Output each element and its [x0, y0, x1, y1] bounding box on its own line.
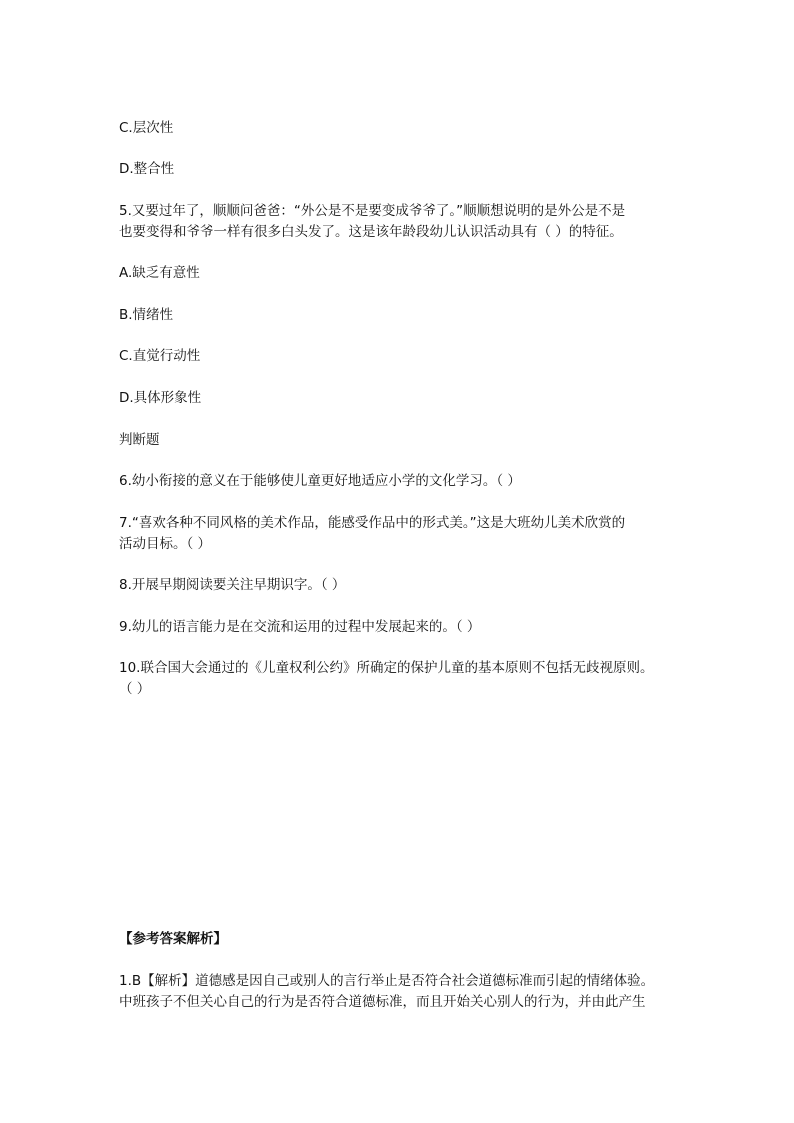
question-6: 6.幼小衔接的意义在于能够使儿童更好地适应小学的文化学习。（ ）: [119, 473, 521, 489]
answers-section-title: 【参考答案解析】: [119, 931, 227, 947]
question-5-option-d: D.具体形象性: [119, 390, 202, 406]
question-7-line-2: 活动目标。（ ）: [119, 536, 212, 552]
option-c-prev: C.层次性: [119, 120, 174, 136]
section-title-judgment: 判断题: [119, 432, 160, 448]
question-5-option-a: A.缺乏有意性: [119, 265, 200, 281]
option-d-prev: D.整合性: [119, 161, 175, 177]
question-7-line-1: 7.“喜欢各种不同风格的美术作品，能感受作品中的形式美。”这是大班幼儿美术欣赏的: [119, 515, 626, 531]
answer-1-line-2: 中班孩子不但关心自己的行为是否符合道德标准，而且开始关心别人的行为，并由此产生: [119, 994, 646, 1010]
question-10-line-1: 10.联合国大会通过的《儿童权利公约》所确定的保护儿童的基本原则不包括无歧视原则。: [119, 660, 654, 676]
question-5-option-b: B.情绪性: [119, 307, 174, 323]
question-5-line-2: 也要变得和爷爷一样有很多白头发了。这是该年龄段幼儿认识活动具有（ ）的特征。: [119, 224, 623, 240]
question-10-line-2: （ ）: [119, 681, 151, 697]
answer-1-line-1: 1.B【解析】道德感是因自己或别人的言行举止是否符合社会道德标准而引起的情绪体验。: [119, 973, 655, 989]
question-8: 8.开展早期阅读要关注早期识字。（ ）: [119, 577, 346, 593]
question-5-line-1: 5.又要过年了，顺顺问爸爸：“外公是不是要变成爷爷了。”顺顺想说明的是外公是不是: [119, 203, 626, 219]
question-5-option-c: C.直觉行动性: [119, 348, 201, 364]
question-9: 9.幼儿的语言能力是在交流和运用的过程中发展起来的。（ ）: [119, 619, 481, 635]
